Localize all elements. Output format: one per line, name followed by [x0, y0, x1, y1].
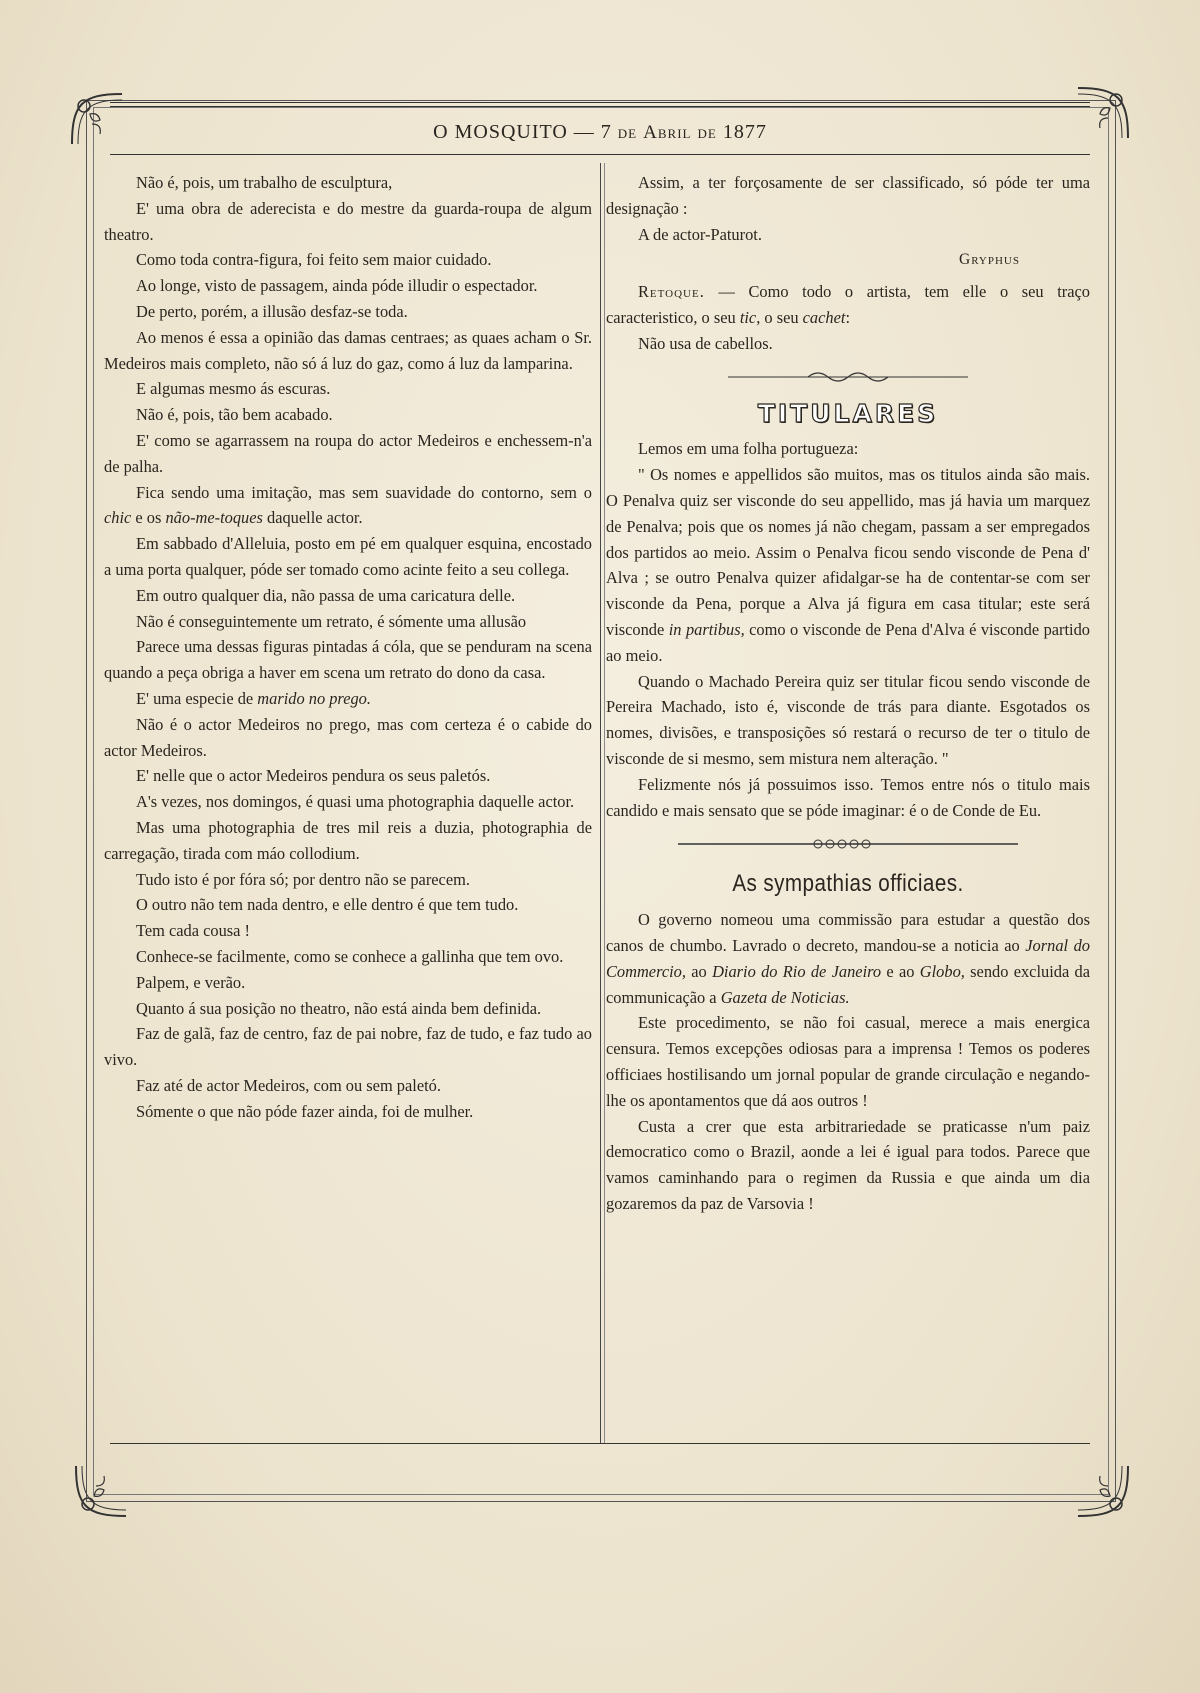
paragraph: Em sabbado d'Alleluia, posto em pé em qualquer esquina, encostado a uma porta qualquer, póde ser tomado como acinte feito a seu collega.: [104, 534, 592, 579]
paragraph: Mas uma photographia de tres mil reis a duzia, photographia de carregação, tirada com máo collodium.: [104, 817, 592, 863]
paragraph: Felizmente nós já possuimos isso. Temos entre nós o titulo mais candido e mais sensato que se póde imaginar: é o de Conde de Eu.: [606, 774, 1090, 820]
section-title-titulares: TITULARES: [757, 398, 939, 428]
paragraph: Quando o Machado Pereira quiz ser titular ficou sendo visconde de Pereira Machado, isto é, visconde de trás para diante. Esgotados os nomes, divisões, e transposições só restará o recurso de ter o titulo de visconde de si mesmo, sem mistura nem alteração. ": [606, 671, 1090, 768]
paragraph: Tudo isto é por fóra só; por dentro não se parecem.: [136, 869, 470, 889]
paragraph: Este procedimento, se não foi casual, merece a mais energica censura. Temos excepções odiosas para a imprensa ! Temos os poderes officiaes hostilisando um jornal popular de grande circulação e negando-lhe os apontamentos que dá aos outros !: [606, 1013, 1090, 1110]
paper-name: O MOSQUITO: [433, 121, 568, 143]
paragraph: O outro não tem nada dentro, e elle dentro é que tem tudo.: [136, 895, 519, 915]
header-day: 7: [600, 121, 612, 143]
paragraph: Parece uma dessas figuras pintadas á cóla, que se penduram na scena quando a peça obriga a haver em scena um retrato do dono da casa.: [104, 637, 592, 683]
signature: Gryphus: [959, 251, 1020, 269]
paragraph: E' nelle que o actor Medeiros pendura os seus paletós.: [136, 766, 491, 786]
section-title-sympathias: As sympathias officiaes.: [732, 870, 964, 898]
left-column: [104, 170, 592, 1124]
italic-nao-me-toques: não-me-toques: [165, 508, 263, 528]
paragraph: Quanto á sua posição no theatro, não está ainda bem definida.: [136, 998, 542, 1018]
paragraph: Ao longe, visto de passagem, ainda póde illudir o espectador.: [136, 276, 538, 296]
paragraph: " Os nomes e appellidos são muitos, mas os titulos ainda são mais. O Penalva quiz ser visconde do seu appellido, mas já havia um marquez de Penalva; pois que os nomes já não chegam, passam a ser empregados dos partidos ao meio. Assim o Penalva ficou sendo visconde de Pena d' Alva ; se outro Penalva quizer afidalgar-se ha de contentar-se com ser visconde da Pena, porque a Alva já figura em casa titular; este será visconde in partibus, como o visconde de Pena d'Alva é visconde partido ao meio.: [606, 465, 1090, 665]
paragraph: Em outro qualquer dia, não passa de uma caricatura delle.: [136, 585, 516, 605]
paragraph: E' uma especie de marido no prego.: [136, 688, 371, 708]
header-de-1: de: [617, 122, 638, 143]
retoque-label: Retoque.: [638, 282, 705, 302]
corner-flourish-icon: [1068, 1456, 1138, 1526]
header-rule-bottom: [110, 154, 1090, 155]
divider-ornament-icon: [606, 833, 1090, 861]
paragraph: Como toda contra-figura, foi feito sem maior cuidado.: [136, 250, 492, 270]
paragraph: Sómente o que não póde fazer ainda, foi de mulher.: [136, 1101, 474, 1121]
corner-flourish-icon: [66, 1456, 136, 1526]
right-column: [606, 170, 1090, 1217]
header-month: Abril: [643, 122, 692, 143]
paragraph: Palpem, e verão.: [136, 972, 246, 992]
header-rule-top2: [110, 106, 1090, 107]
paragraph-retoque: Retoque. — Como todo o artista, tem elle o seu traço caracteristico, o seu tic, o seu cachet:: [606, 282, 1090, 327]
paragraph: O governo nomeou uma commissão para estudar a questão dos canos de chumbo. Lavrado o decreto, mandou-se a noticia ao Jornal do Commercio, ao Diario do Rio de Janeiro e ao Globo, sendo excluida da communicação a Gazeta de Noticias.: [606, 910, 1091, 1007]
paragraph: A's vezes, nos domingos, é quasi uma photographia daquelle actor.: [136, 792, 575, 812]
paragraph: De perto, porém, a illusão desfaz-se toda.: [136, 301, 408, 321]
page-header: [0, 121, 1200, 144]
paragraph: Não é, pois, um trabalho de esculptura,: [136, 173, 393, 192]
paragraph: Não é o actor Medeiros no prego, mas com certeza é o cabide do actor Medeiros.: [104, 714, 592, 760]
column-divider-2: [604, 163, 605, 1443]
paragraph: Faz de galã, faz de centro, faz de pai nobre, faz de tudo, e faz tudo ao vivo.: [104, 1024, 592, 1070]
italic-marido-no-prego: marido no prego.: [257, 688, 371, 708]
column-divider: [600, 163, 601, 1443]
paragraph: Assim, a ter forçosamente de ser classificado, só póde ter uma designação :: [606, 173, 1090, 218]
paragraph: Não é, pois, tão bem acabado.: [136, 405, 333, 425]
paragraph: Ao menos é essa a opinião das damas centraes; as quaes acham o Sr. Medeiros mais completo, não só á luz do gaz, como á luz da lamparina.: [104, 327, 592, 373]
paragraph: Não é conseguintemente um retrato, é sómente uma allusão: [136, 611, 527, 631]
paragraph: Conhece-se facilmente, como se conhece a gallinha que tem ovo.: [136, 946, 564, 966]
header-de-2: de: [697, 122, 717, 143]
italic-chic: chic: [104, 508, 132, 528]
paragraph: E algumas mesmo ás escuras.: [136, 379, 331, 399]
divider-ornament-icon: [606, 365, 1090, 393]
paragraph: E' como se agarrassem na roupa do actor Medeiros e enchessem-n'a de palha.: [104, 430, 592, 476]
paragraph: Lemos em uma folha portugueza:: [638, 439, 859, 459]
paragraph: A de actor-Paturot.: [638, 224, 762, 244]
paragraph: Faz até de actor Medeiros, com ou sem paletó.: [136, 1075, 441, 1095]
footer-rule: [110, 1443, 1090, 1444]
header-year: 1877: [722, 121, 767, 143]
paragraph: Fica sendo uma imitação, mas sem suavidade do contorno, sem o chic e os não-me-toques daquelle actor.: [104, 482, 592, 528]
paragraph: Não usa de cabellos.: [638, 333, 773, 353]
header-dash: —: [573, 121, 595, 143]
paragraph: E' uma obra de aderecista e do mestre da guarda-roupa de algum theatro.: [104, 198, 592, 244]
header-rule-top: [110, 102, 1090, 103]
paragraph: Custa a crer que esta arbitrariedade se praticasse n'um paiz democratico como o Brazil, aonde a lei é igual para todos. Parece que vamos caminhando para o regimen da Russia e que ainda um dia gozaremos da paz de Varsovia !: [606, 1116, 1090, 1213]
paragraph: Tem cada cousa !: [136, 921, 250, 941]
